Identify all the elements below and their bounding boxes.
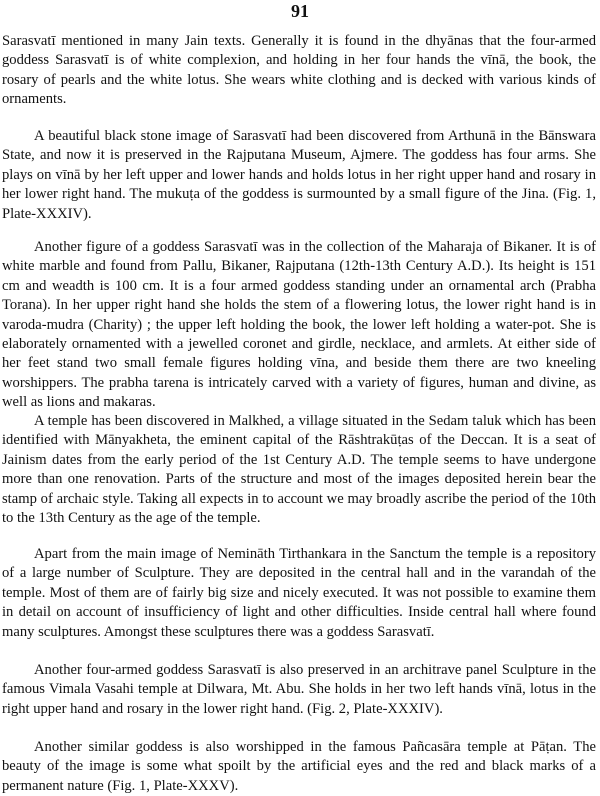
page-number: 91 xyxy=(291,1,309,21)
paragraph-pancasara-temple: Another similar goddess is also worshipped in the famous Pañcasāra temple at Pāṭan. The beauty of the image is some what spoilt by the artificial eyes and the red and black marks of a permanent nature (Fig. 1, Plate-XXXV). xyxy=(2,739,596,794)
paragraph-jain-texts: Sarasvatī mentioned in many Jain texts. Generally it is found in the dhyānas that the four-armed goddess Sarasvatī is of white complexion, and holding in her four hands the vīnā, the book, the rosary of pearls and the white lotus. She wears white clothing and is decked with various kinds of ornaments. xyxy=(2,33,596,108)
paragraph-arthuna-image: A beautiful black stone image of Sarasvatī had been discovered from Arthunā in the Bānswara State, and now it is preserved in the Rajputana Museum, Ajmere. The goddess has four arms. She plays on vīnā by her left upper and lower hands and holds lotus in her right upper hand and rosary in her lower right hand. The mukuṭa of the goddess is surmounted by a small figure of the Jina. (Fig. 1, Plate-XXXIV). xyxy=(2,128,596,222)
paragraph-bikaner-figure: Another figure of a goddess Sarasvatī was in the collection of the Maharaja of Bikaner. It is of white marble and found from Pallu, Bikaner, Rajputana (12th-13th Century A.D.). Its height is 151 cm and weadth is 100 cm. It is a four armed goddess standing under an ornamental arch (Prabha Torana). In her upper right hand she holds the stem of a flowering lotus, the lower right hand is in varoda-mudra (Charity) ; the upper left holding the book, the lower left holding a water-pot. She is elaborately ornamented with a jewelled coronet and girdle, necklace, and armlets. At either side of her feet stand two small female figures holding vīna, and beside them there are two kneeling worshippers. The prabha tarena is intricately carved with a variety of figures, human and divine, as well as lions and makaras. xyxy=(2,239,596,411)
paragraph-neminatha-sanctum: Apart from the main image of Nemināth Tirthankara in the Sanctum the temple is a repository of a large number of Sculpture. They are deposited in the central hall and in the varandah of the temple. Most of them are of fairly big size and nicely executed. It was not possible to examine them in detail on account of insufficiency of light and other difficulties. Inside central hall where found many sculptures. Amongst these sculptures there was a goddess Sarasvatī. xyxy=(2,546,596,640)
paragraph-vimala-vasahi: Another four-armed goddess Sarasvatī is also preserved in an architrave panel Sculpture in the famous Vimala Vasahi temple at Dilwara, Mt. Abu. She holds in her two left hands vīnā, lotus in the right upper hand and rosary in the lower right hand. (Fig. 2, Plate-XXXIV). xyxy=(2,662,596,717)
paragraph-malkhed-temple: A temple has been discovered in Malkhed, a village situated in the Sedam taluk which has been identified with Mānyakheta, the eminent capital of the Rāshtrakūṭas of the Deccan. It is a seat of Jainism dates from the early period of the 1st Century A.D. The temple seems to have undergone more than one renovation. Parts of the structure and most of the images deposited herein bear the stamp of archaic style. Taking all expects in to account we may broadly ascribe the period of the 10th to the 13th Century as the age of the temple. xyxy=(2,413,596,527)
